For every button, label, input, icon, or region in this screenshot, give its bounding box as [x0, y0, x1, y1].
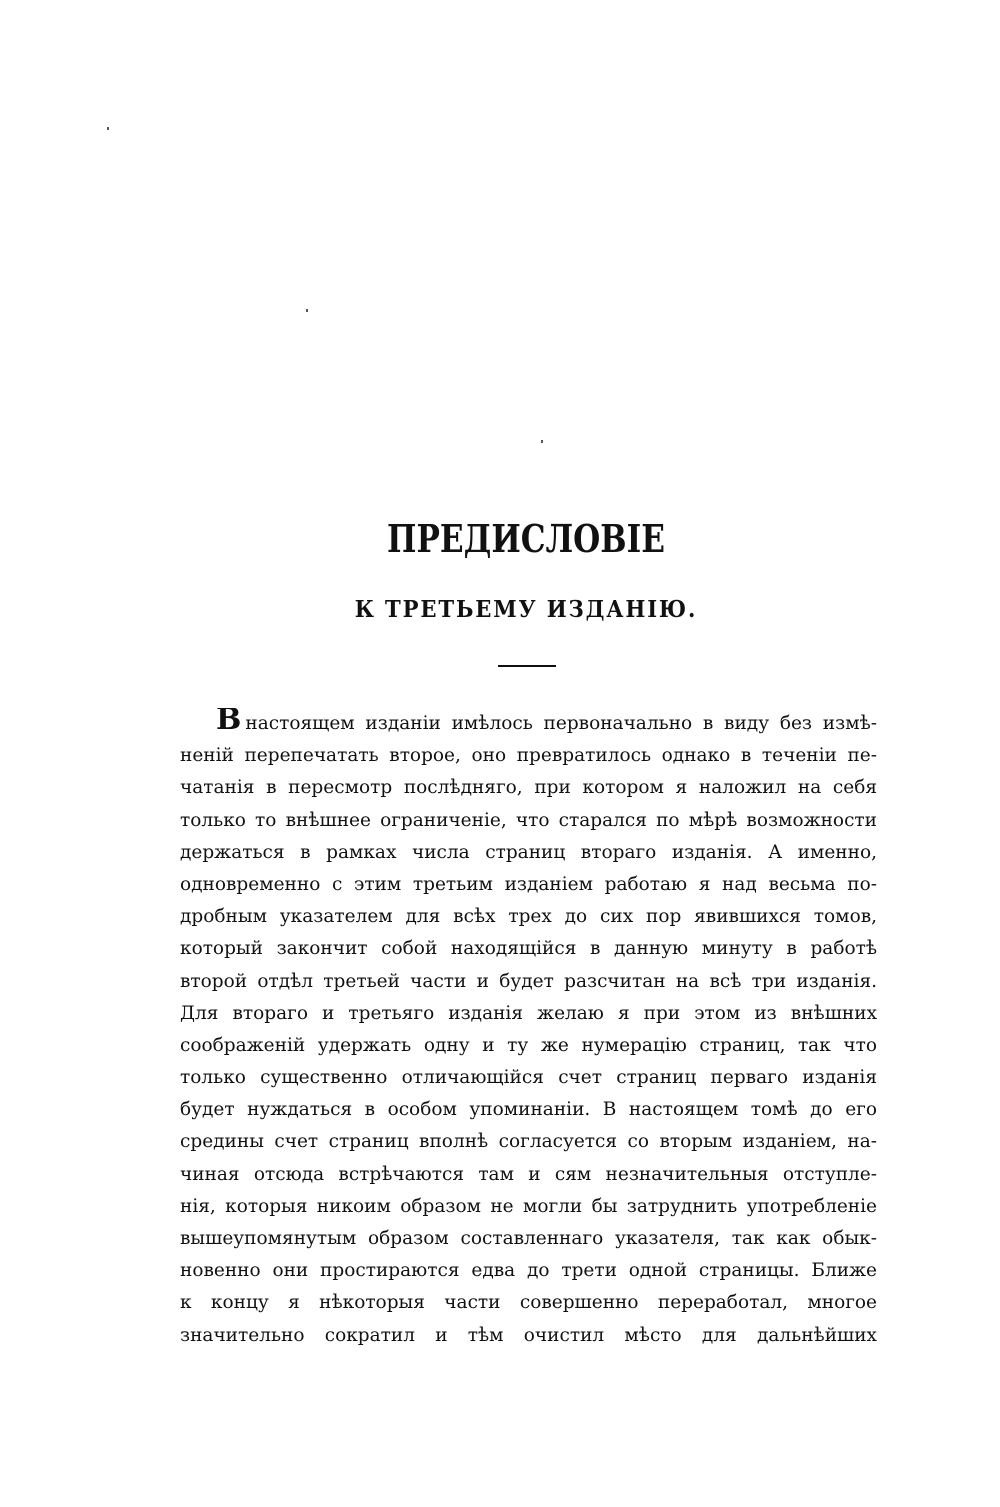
text-line-content: настоящем изданiи имѣлось первоначально в виду без измѣ- — [245, 713, 877, 734]
text-line: держаться в рамках числа страниц втораго изданiя. А именно, — [180, 841, 877, 863]
text-line: второй отдѣл третьей части и будет разсчитан на всѣ три изданiя. — [180, 970, 877, 992]
text-line: нiя, которыя никоим образом не могли бы затруднить употребленiе — [180, 1195, 877, 1217]
text-line — [180, 708, 877, 740]
text-line: только существенно отличающiйся счет страниц перваго изданiя — [180, 1067, 877, 1089]
text-line: средины счет страниц вполнѣ согласуется со вторым изданiем, на- — [180, 1131, 877, 1153]
text-line: дробным указателем для всѣх трех до сих пор явившихся томов, — [180, 906, 877, 928]
text-line: ненiй перепечатать второе, оно превратилось однако в теченiи пе- — [180, 745, 877, 767]
preface-body — [180, 708, 877, 1352]
page-subtitle: К ТРЕТЬЕМУ ИЗДАНІЮ. — [354, 596, 698, 623]
text-line: соображенiй удержать одну и ту же нумерацiю страниц, так что — [180, 1034, 877, 1056]
text-line: Для втораго и третьяго изданiя желаю я при этом из внѣшних — [180, 1002, 877, 1024]
text-line: который закончит собой находящiйся в данную минуту в работѣ — [180, 938, 877, 960]
page-title: ПРЕДИСЛОВІЕ — [387, 516, 665, 561]
title-divider — [498, 665, 556, 667]
text-line: чатанiя в пересмотр послѣдняго, при котором я наложил на себя — [180, 777, 877, 799]
scan-speck — [107, 127, 109, 130]
scan-speck — [541, 440, 543, 443]
text-line: новенно они простираются едва до трети одной страницы. Ближе — [180, 1260, 877, 1282]
text-line: только то внѣшнее ограниченiе, что старался по мѣрѣ возможности — [180, 809, 877, 831]
text-line: будет нуждаться в особом упоминанiи. В настоящем томѣ до его — [180, 1099, 877, 1121]
scan-speck — [306, 309, 308, 312]
text-line: одновременно с этим третьим изданiем работаю я над весьма по- — [180, 873, 877, 895]
text-line: вышеупомянутым образом составленнаго указателя, так как обык- — [180, 1228, 877, 1249]
text-line: чиная отсюда встрѣчаются там и сям незначительныя отступле- — [180, 1163, 877, 1185]
drop-cap: В — [216, 708, 242, 737]
text-line: значительно сократил и тѣм очистил мѣсто для дальнѣйших — [180, 1324, 877, 1346]
text-line: к концу я нѣкоторыя части совершенно переработал, многое — [180, 1292, 877, 1314]
